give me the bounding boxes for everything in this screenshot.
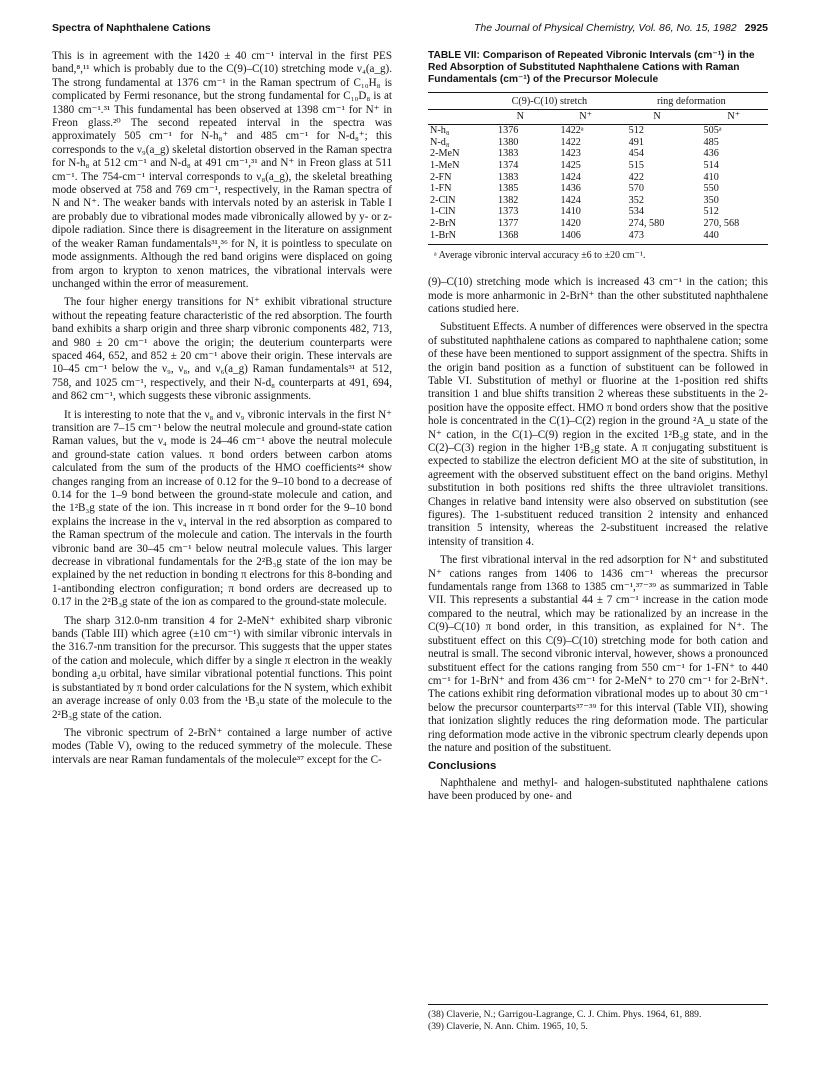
table-title: TABLE VII: Comparison of Repeated Vibronic Intervals (cm⁻¹) in the Red Absorption of Substituted Naphthalene Cations with Raman Fundamentals (cm⁻¹) of the Precursor Molecule [428,50,755,85]
row-label: 2-ClN [430,194,456,206]
table-row [428,172,768,184]
table-cell: 505ᵃ [703,125,722,137]
table-cell: 410 [703,171,719,183]
table-row [428,137,768,149]
table-row [428,183,768,195]
table-cell: 1424 [560,171,581,183]
paragraph: This is in agreement with the 1420 ± 40 cm⁻¹ interval in the first PES band,⁸,¹¹ which is probably due to the C(9)–C(10) stretching mode ν₄(a_g). The strong fundamental at 1376 cm⁻¹ in the Raman spectrum of C₁₀H₈ is complicated by Fermi resonance, but the strong fundamental for C₁₀D₈ is at 1380 cm⁻¹.³¹ This fundamental has been observed at 1398 cm⁻¹ for N⁺ in Freon glass.²⁰ The second repeated interval in the spectra was approximately 505 cm⁻¹ for N-h₈⁺ and 485 cm⁻¹ for N-d₈⁺; this corresponds to the ν₉(a_g) skeletal distortion observed in the Raman spectra for N-h₈ at 512 cm⁻¹ and N-d₈ at 491 cm⁻¹,³¹ and N⁺ in Freon glass at 511 cm⁻¹. The 754-cm⁻¹ interval corresponds to ν₈(a_g), the skeletal breathing mode observed at 758 and 769 cm⁻¹, respectively, in the Raman spectra of N and N⁺. The weaker bands with intervals noted by an asterisk in Table I are probably due to vibrational modes made vibronically allowed by y- or z-dipole radiation. Since there is disagreement in the literature on assignment of the weaker Raman fundamentals³¹,³⁶ for N, it is pointless to speculate on mode assignments. Although the red band origins were displaced on going from argon to krypton to xenon matrices, the vibrational intervals were unchanged within the error of measurement. [52,50,392,290]
paragraph: (9)–C(10) stretching mode which is increased 43 cm⁻¹ in the cation; this mode is more anharmonic in 2-BrN⁺ than the other substituted naphthalene cations studied here. [428,276,768,315]
table-cell: 1425 [560,159,581,171]
journal-name: The Journal of Physical Chemistry, Vol. 86, No. 15, 1982 [474,22,737,34]
table-cell: 512 [703,206,719,218]
section-heading: Conclusions [428,760,497,773]
table-cell: 1420 [560,217,581,229]
table-cell: 352 [628,194,644,206]
table-cell: 1377 [498,217,519,229]
table-cell: 350 [703,194,719,206]
paragraph: Substituent Effects. A number of differences were observed in the spectra of substituted naphthalene cations as compared to naphthalene cation; some of these have been mentioned to support assignment of the spectra. Shifts in the origin band position as a function of substituent can be followed in Table VI. Substitution of methyl or fluorine at the 1-position red shifts transition 1 and blue shifts transition 2 whereas these substituents in the 2-position have the opposite effect. HMO π bond orders show that the positive hole is concentrated in the C(1)–C(2) region in the ground ²A_u state of the N⁺ cation, in the C(1)–C(9) region in the excited 1²B₃g state, and in the C(2)–C(3) region in the higher 1²B₂g state. A π conjugating substituent is expected to stabilize the electron deficient MO at the site of substitution, in agreement with the observed substituent effect on the band origins. Methyl substitution in both positions red shifts the three ultraviolet transitions. Changes in relative band intensity were also observed on substitution (see figures). The 1-substituent reduced transition 2 intensity and enhanced transition 5 intensity, whereas the 2-substituent increased the relative intensity of transition 4. [428,321,768,548]
table-cell: 570 [628,183,644,195]
table-cell: 1422ᵃ [560,125,584,137]
reference-item: (38) Claverie, N.; Garrigou-Lagrange, C. J. Chim. Phys. 1964, 61, 889. [428,1009,702,1020]
page-number: 2925 [744,22,768,34]
table-cell: 512 [628,125,644,137]
right-column [428,50,768,809]
group-header: ring deformation [615,93,768,110]
left-column [52,50,392,772]
table-cell: 1383 [498,148,519,160]
journal-citation [474,22,768,34]
row-label: 2-MeN [430,148,460,160]
references [428,1004,768,1032]
row-label: N-h₈ [430,125,450,137]
table-cell: 1422 [560,136,581,148]
vibronic-table [428,92,768,245]
table-row [428,125,768,137]
table-group-header-row [428,93,768,110]
table-body [428,125,768,245]
table-cell: 1380 [498,136,519,148]
table-cell: 550 [703,183,719,195]
running-title: Spectra of Naphthalene Cations [52,22,211,34]
row-label: 1-ClN [430,206,456,218]
paragraph: Naphthalene and methyl- and halogen-substituted naphthalene cations have been produced by one- and [428,776,768,803]
sub-header: N⁺ [700,109,768,125]
paragraph: The four higher energy transitions for N⁺ exhibit vibrational structure without the repeating feature characteristic of the red absorption. The fourth band exhibits a sharp origin and three sharp vibronic components 482, 713, and 980 ± 20 cm⁻¹ above the origin; the deuterium counterparts were spaced 464, 652, and 852 ± 20 cm⁻¹ above their origin. These intervals are 10–45 cm⁻¹ below the ν₉, ν₈, and ν₆(a_g) Raman fundamentals³¹ at 512, 758, and 1025 cm⁻¹, respectively, and their N-d₈ counterparts at 491, 694, and 862 cm⁻¹, which suggests these vibronic assignments. [52,296,392,403]
table-cell: 274, 580 [628,217,665,229]
table-cell: 454 [628,148,644,160]
paragraph: The sharp 312.0-nm transition 4 for 2-MeN⁺ exhibited sharp vibronic bands (Table III) which agree (±10 cm⁻¹) with similar vibronic intervals in the 316.7-nm transition for the precursor. This suggests that the upper states of the cation and molecule, which differ by a single π electron in the weakly bonding a₂u orbital, have similar vibrational potential functions. This point is substantiated by π bond order calculations for the N system, which exhibit an average increase of only 0.03 from the ¹B₃u state of the molecule to the 2²B₃g state of the cation. [52,614,392,721]
paragraph: The first vibrational interval in the red adsorption for N⁺ and substituted N⁺ cations ranges from 1406 to 1436 cm⁻¹ whereas the precursor fundamentals range from 1368 to 1385 cm⁻¹,³⁷⁻³⁹ as summarized in Table VII. This represents a substantial 44 ± 7 cm⁻¹ increase in the cation mode compared to the neutral, which may be rationalized by an increase in the C(9)–C(10) π bond order, in this transition, as explained for N⁺. The substituent effect on this C(9)–C(10) stretching mode for both cation and neutral is small. The second vibronic interval, however, shows a pronounced substituent effect for the cations ranging from 550 cm⁻¹ for 1-FN⁺ to 440 cm⁻¹ for 1-BrN⁺ and from 436 cm⁻¹ for 2-MeN⁺ to 270 cm⁻¹ for 2-BrN⁺. The cations exhibit ring deformation vibrational modes up to about 30 cm⁻¹ below the precursor counterparts³⁷⁻³⁹ for this interval (Table VII), showing that ionization slightly reduces the ring deformation mode. The particular ring deformation mode active in the vibronic spectrum clearly depends upon the nature and position of the substituent. [428,554,768,754]
sub-header: N [484,109,557,125]
row-label: 2-FN [430,171,452,183]
paragraph: The vibronic spectrum of 2-BrN⁺ contained a large number of active modes (Table V), owing to the reduced symmetry of the molecule. These intervals are near Raman fundamentals of the molecule³⁷ except for the C- [52,726,392,766]
table-cell: 1436 [560,183,581,195]
table-footnote: ᵃ Average vibronic interval accuracy ±6 to ±20 cm⁻¹. [434,250,646,262]
table-cell: 1383 [498,171,519,183]
table-row [428,206,768,218]
table-cell: 1373 [498,206,519,218]
table-sub-header-row [428,109,768,125]
table-cell: 485 [703,136,719,148]
table-cell: 422 [628,171,644,183]
table-cell: 1374 [498,159,519,171]
table-cell: 1406 [557,230,615,245]
table-row [428,160,768,172]
reference-item: (39) Claverie, N. Ann. Chim. 1965, 10, 5. [428,1020,588,1032]
row-label: 1-BrN [428,230,484,245]
table-cell: 436 [703,148,719,160]
table-cell: 473 [615,230,700,245]
row-label: 1-MeN [430,159,460,171]
table-cell: 1424 [560,194,581,206]
table-cell: 270, 568 [703,217,740,229]
row-label: 1-FN [430,183,452,195]
table-cell: 491 [628,136,644,148]
row-label: 2-BrN [430,217,457,229]
table-cell: 1382 [498,194,519,206]
sub-header: N⁺ [557,109,615,125]
table-cell: 1368 [484,230,557,245]
table-cell: 440 [700,230,768,245]
sub-header: N [615,109,700,125]
table-cell: 1385 [498,183,519,195]
table-row [428,218,768,230]
group-header: C(9)-C(10) stretch [484,93,615,110]
table-cell: 1423 [560,148,581,160]
row-label: N-d₈ [430,136,450,148]
table-cell: 1410 [560,206,581,218]
paragraph: It is interesting to note that the ν₈ and ν₉ vibronic intervals in the first N⁺ transition are 7–15 cm⁻¹ below the neutral molecule and ground-state cation Raman values, but the ν₄ mode is 24–46 cm⁻¹ above the neutral molecule and ground-state cation values. π bond orders between carbon atoms calculated from the sum of the products of the HMO coefficients²⁴ show changes ranging from an increase of 0.12 for the 9–10 bond to a decrease of 0.14 for the 1–9 bond between the ground-state molecule and cation, and the 1²B₃g state of the ion. This increase in π bond order for the 9–10 bond explains the increase in the ν₄ interval in the red absorption as compared to the Raman spectrum of the molecule and cation. The intervals in the fourth vibronic band are 30–45 cm⁻¹ below neutral molecule values. This larger decrease in vibrational fundamentals for the 2²B₃g state of the ion may be explained by the net reduction in bonding π electrons for this 8-bonding and 1-antibonding electron configuration; π bond orders are decreased up to 0.17 in the 2²B₃g state of the ion as compared to the ground-state molecule. [52,408,392,609]
table-cell: 1376 [498,125,519,137]
running-header [52,22,768,38]
table-cell: 514 [703,159,719,171]
table-row [428,230,768,245]
table-row [428,195,768,207]
table-cell: 515 [628,159,644,171]
table-cell: 534 [628,206,644,218]
table-row [428,148,768,160]
